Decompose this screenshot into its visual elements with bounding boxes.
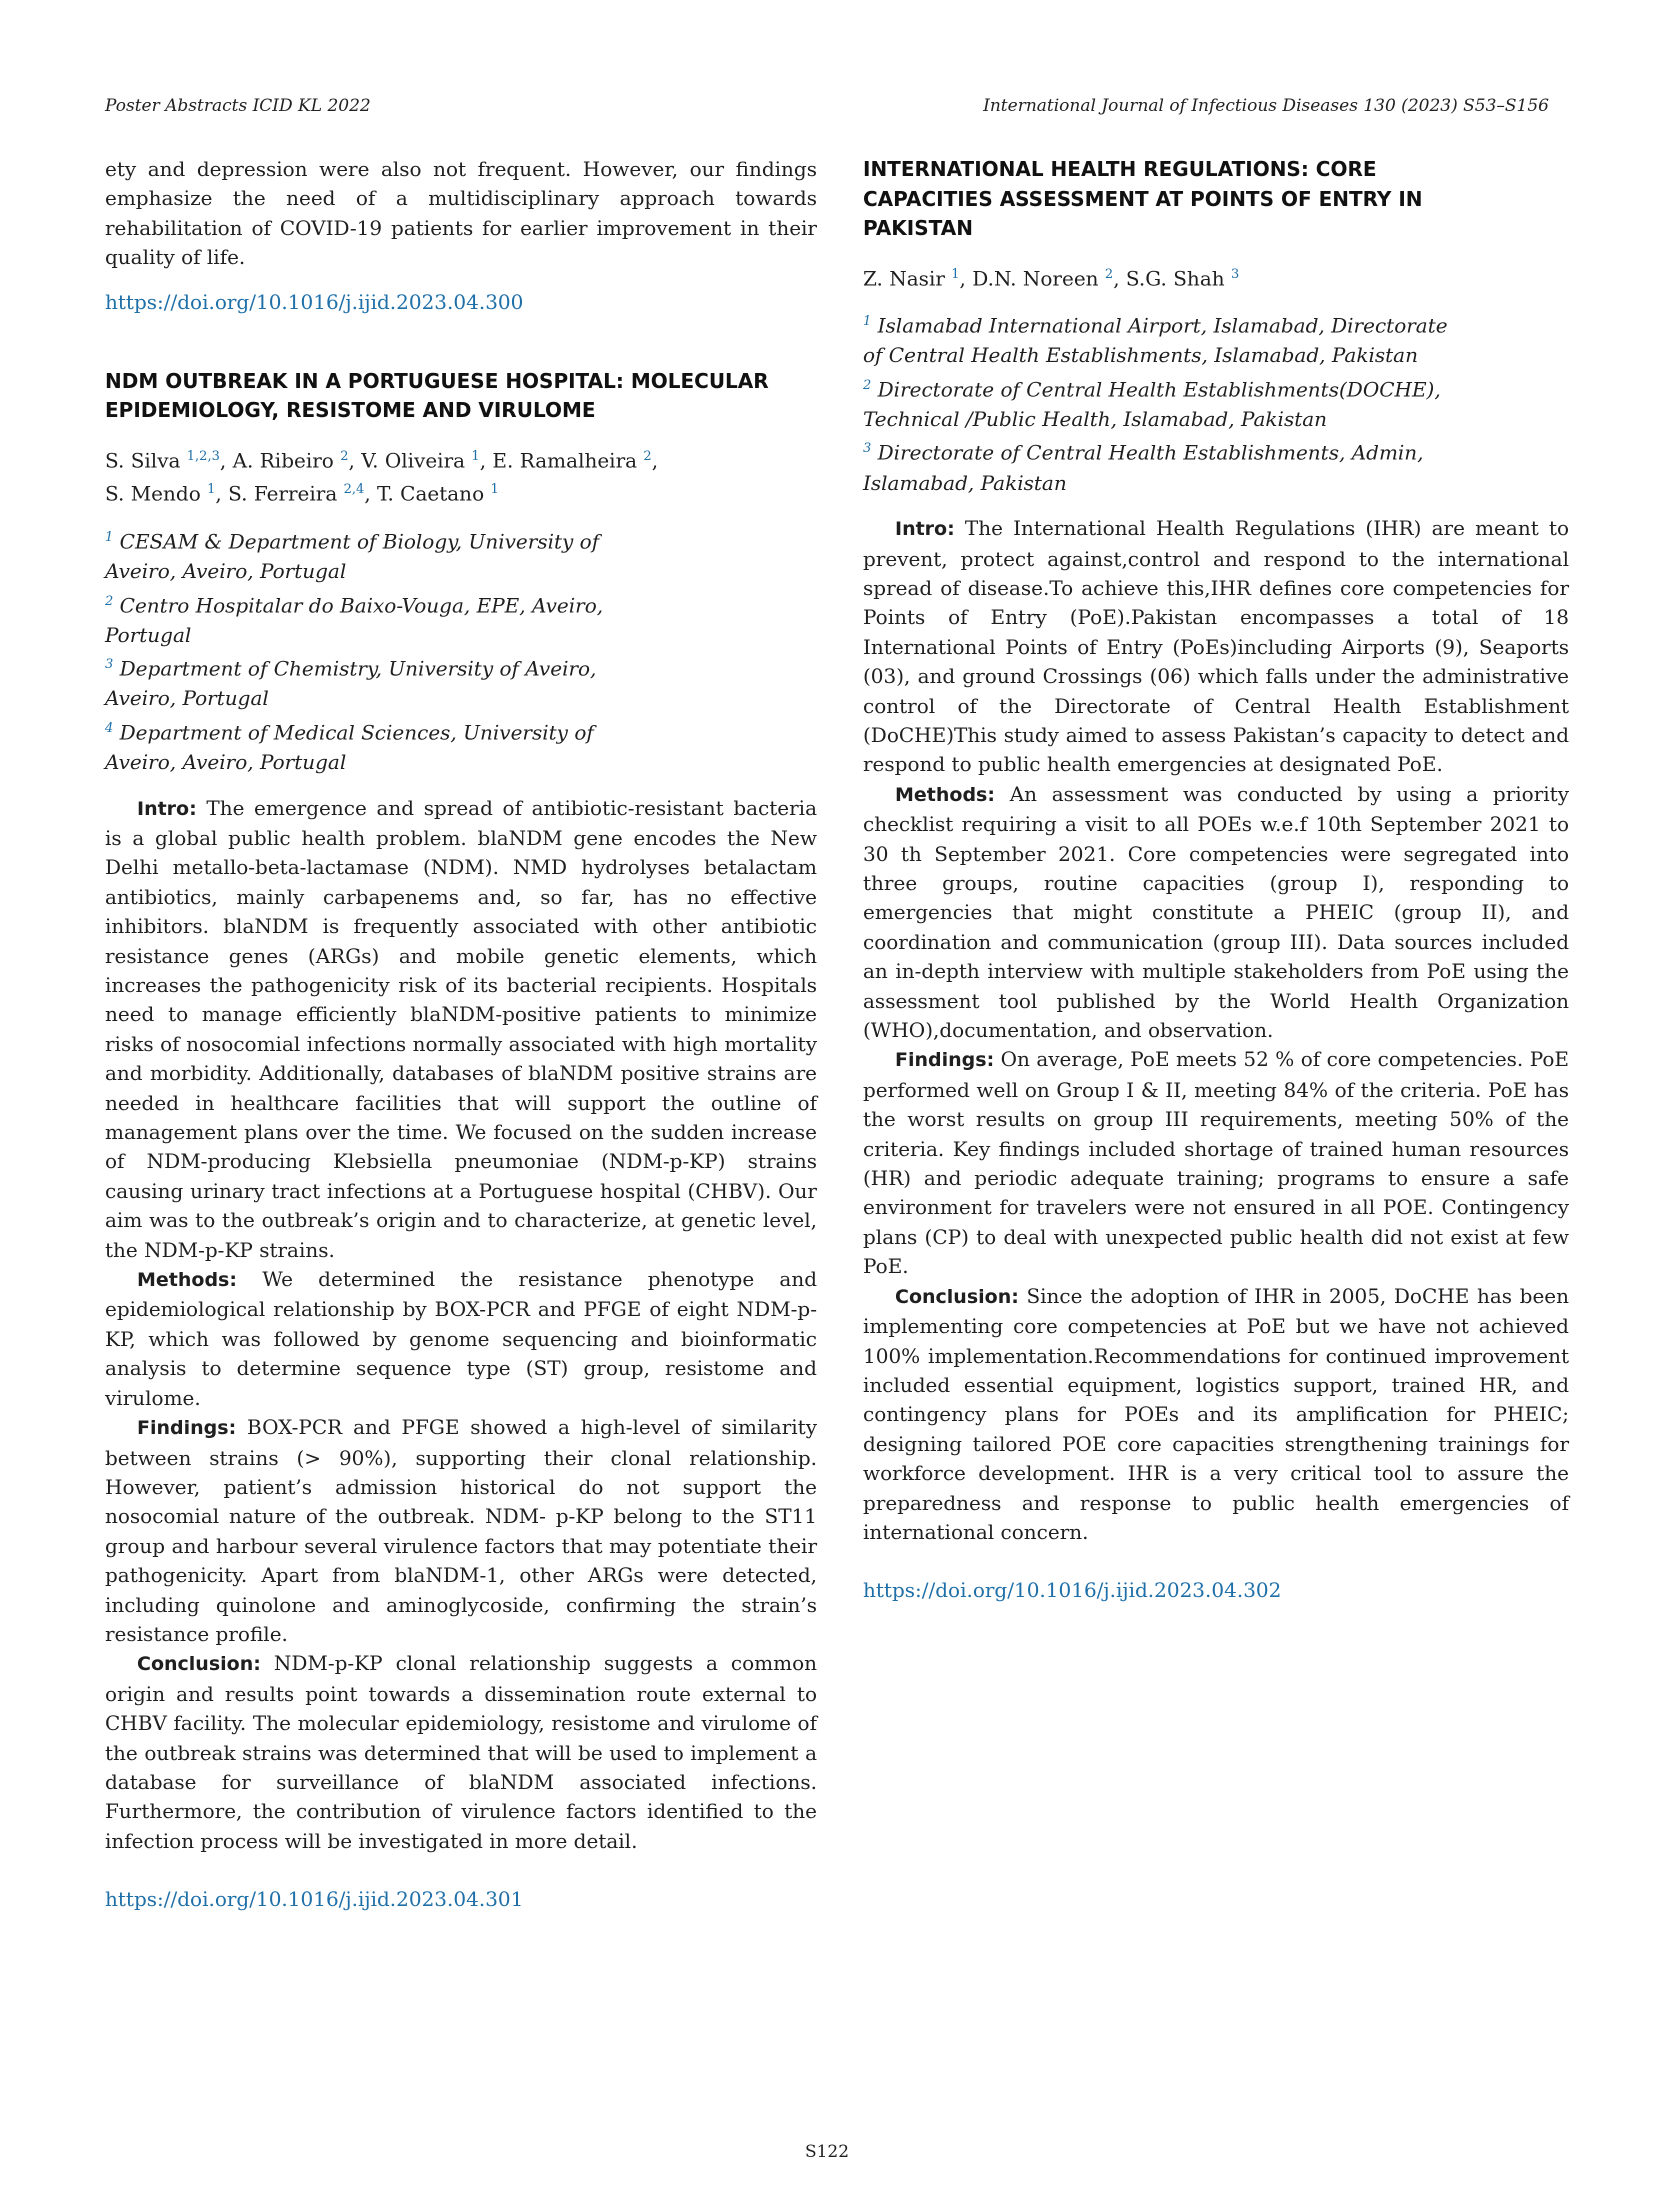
doi-link-302[interactable]: https://doi.org/10.1016/j.ijid.2023.04.302: [863, 1578, 1282, 1603]
affiliation-text: CESAM & Department of Biology, University of Aveiro, Aveiro, Portugal: [105, 529, 600, 584]
author-affiliation-sup[interactable]: 1: [471, 448, 480, 464]
right-column: [863, 155, 1569, 1605]
methods-text: We determined the resistance phenotype and epidemiological relationship by BOX-PCR and PFGE of eight NDM-p-KP, which was followed by genome sequencing and bioinformatic analysis to determine sequence type (ST) group, resistome and virulome.: [105, 1267, 818, 1410]
affiliation-text: Centro Hospitalar do Baixo-Vouga, EPE, Aveiro, Portugal: [105, 593, 604, 647]
intro-paragraph: [863, 514, 1569, 780]
affiliation-number: 2: [863, 377, 872, 393]
methods-paragraph: [863, 780, 1569, 1046]
affiliation-number: 4: [105, 720, 114, 736]
methods-label: Methods:: [895, 783, 995, 806]
author-name: V. Oliveira: [361, 448, 466, 473]
findings-text: On average, PoE meets 52 % of core competencies. PoE performed well on Group I & II, meeting 84% of the criteria. PoE has the worst results on group III requirements, meeting 50% of the criteria. Key findings included shortage of trained human resources (HR) and periodic adequate training; programs to ensure a safe environment for travelers were not ensured in all POE. Contingency plans (CP) to deal with unexpected public health did not exist at few PoE.: [863, 1047, 1570, 1279]
findings-label: Findings:: [895, 1049, 995, 1072]
affiliation-text: Department of Chemistry, University of Aveiro, Aveiro, Portugal: [105, 656, 597, 711]
author-list: Z. Nasir $^1$, D.N. Noreen $^2$, S.G. Shah $^3$: [863, 266, 1240, 291]
abstract-title-ihr: INTERNATIONAL HEALTH REGULATIONS: CORE CAPACITIES ASSESSMENT AT POINTS OF ENTRY IN PAKISTAN: [863, 157, 1423, 240]
running-header-right: International Journal of Infectious Diseases 130 (2023) S53–S156: [983, 96, 1549, 116]
author-name: E. Ramalheira: [492, 448, 638, 473]
author-affiliation-sup[interactable]: 1,2,3: [186, 448, 220, 464]
author-name: S. Ferreira: [228, 481, 338, 506]
affiliation-item: [863, 307, 1448, 371]
conclusion-label: Conclusion:: [137, 1653, 261, 1676]
affiliation-number: 1: [105, 529, 114, 545]
author-list: S. Silva $^{1,2,3}$, A. Ribeiro $^2$, V. Oliveira $^1$, E. Ramalheira $^2$, S. Mendo $^1$, S. Ferreira $^{2,4}$, T. Caetano $^1$: [105, 448, 659, 506]
conclusion-label: Conclusion:: [895, 1285, 1019, 1308]
intro-paragraph: [105, 794, 817, 1266]
author-affiliation-sup[interactable]: 1: [490, 482, 499, 498]
author-name: A. Ribeiro: [232, 448, 334, 473]
conclusion-paragraph: [863, 1282, 1569, 1548]
findings-paragraph: [863, 1045, 1569, 1281]
author-name: Z. Nasir: [863, 266, 945, 291]
intro-label: Intro:: [137, 797, 197, 820]
left-column: [105, 155, 817, 1914]
abstract-title-ndm: NDM OUTBREAK IN A PORTUGUESE HOSPITAL: MOLECULAR EPIDEMIOLOGY, RESISTOME AND VIRULOME: [105, 368, 769, 423]
author-name: S. Silva: [105, 448, 181, 473]
affiliation-number: 3: [863, 441, 872, 457]
conclusion-text: NDM-p-KP clonal relationship suggests a common origin and results point towards a dissemination route external to CHBV facility. The molecular epidemiology, resistome and virulome of the outbreak strains was determined that will be used to implement a database for surveillance of blaNDM associated infections. Furthermore, the contribution of virulence factors identified to the infection process will be investigated in more detail.: [105, 1651, 818, 1853]
author-name: T. Caetano: [377, 481, 485, 506]
findings-paragraph: [105, 1413, 817, 1649]
author-affiliation-sup[interactable]: 2,4: [343, 482, 365, 498]
intro-text: The emergence and spread of antibiotic-resistant bacteria is a global public health problem. blaNDM gene encodes the New Delhi metallo-beta-lactamase (NDM). NMD hydrolyses betalactam antibiotics, mainly carbapenems and, so far, has no effective inhibitors. blaNDM is frequently associated with other antibiotic resistance genes (ARGs) and mobile genetic elements, which increases the pathogenicity risk of its bacterial recipients. Hospitals need to manage efficiently blaNDM-positive patients to minimize risks of nosocomial infections normally associated with high mortality and morbidity. Additionally, databases of blaNDM positive strains are needed in healthcare facilities that will support the outline of management plans over the time. We focused on the sudden increase of NDM-producing Klebsiella pneumoniae (NDM-p-KP) strains causing urinary tract infections at a Portuguese hospital (CHBV). Our aim was to the outbreak’s origin and to characterize, at genetic level, the NDM-p-KP strains.: [105, 795, 818, 1262]
affiliation-number: 3: [105, 657, 114, 673]
affiliation-list: [105, 523, 665, 778]
author-name: D.N. Noreen: [972, 266, 1099, 291]
running-header-left: Poster Abstracts ICID KL 2022: [105, 96, 371, 116]
author-affiliation-sup[interactable]: 1: [951, 266, 960, 282]
author-affiliation-sup[interactable]: 2: [340, 448, 349, 464]
intro-text: The International Health Regulations (IHR) are meant to prevent, protect against,control and respond to the international spread of disease.To achieve this,IHR defines core competencies for Points of Entry (PoE).Pakistan encompasses a total of 18 International Points of Entry (PoEs)including Airports (9), Seaports (03), and ground Crossings (06) which falls under the administrative control of the Directorate of Central Health Establishment (DoCHE)This study aimed to assess Pakistan’s capacity to detect and respond to public health emergencies at designated PoE.: [863, 516, 1569, 777]
conclusion-paragraph: [105, 1649, 817, 1856]
page-number: S122: [804, 2142, 850, 2162]
author-affiliation-sup[interactable]: 2: [643, 448, 652, 464]
affiliation-item: [105, 523, 665, 587]
affiliation-list: [863, 307, 1448, 498]
affiliation-text: Directorate of Central Health Establishments(DOCHE), Technical /Public Health, Islamabad, Pakistan: [863, 377, 1441, 431]
affiliation-item: [105, 587, 665, 651]
affiliation-text: Directorate of Central Health Establishments, Admin, Islamabad, Pakistan: [863, 441, 1424, 495]
author-affiliation-sup[interactable]: 3: [1230, 266, 1240, 282]
findings-label: Findings:: [137, 1417, 237, 1440]
affiliation-item: [863, 434, 1448, 498]
intro-label: Intro:: [895, 518, 955, 541]
methods-paragraph: [105, 1265, 817, 1413]
methods-label: Methods:: [137, 1269, 237, 1292]
affiliation-number: 2: [105, 593, 114, 609]
findings-text: BOX-PCR and PFGE showed a high-level of similarity between strains (> 90%), supporting their clonal relationship. However, patient’s admission historical do not support the nosocomial nature of the outbreak. NDM- p-KP belong to the ST11 group and harbour several virulence factors that may potentiate their pathogenicity. Apart from blaNDM-1, other ARGs were detected, including quinolone and aminoglycoside, confirming the strain’s resistance profile.: [105, 1415, 817, 1646]
conclusion-text: Since the adoption of IHR in 2005, DoCHE has been implementing core competencies at PoE but we have not achieved 100% implementation.Recommendations for continued improvement included essential equipment, logistics support, trained HR, and contingency plans for POEs and its amplification for PHEIC; designing tailored POE core capacities strengthening trainings for workforce development. IHR is a very critical tool to assure the preparedness and response to public health emergencies of international concern.: [863, 1283, 1569, 1544]
affiliation-item: [863, 371, 1448, 435]
author-name: S. Mendo: [105, 481, 201, 506]
previous-abstract-tail: ety and depression were also not frequent. However, our findings emphasize the need of a multidisciplinary approach towards rehabilitation of COVID-19 patients for earlier improvement in their quality of life.: [105, 157, 817, 270]
author-name: S.G. Shah: [1125, 266, 1225, 291]
affiliation-item: [105, 650, 665, 714]
author-affiliation-sup[interactable]: 2: [1104, 266, 1114, 282]
affiliation-number: 1: [863, 314, 872, 330]
affiliation-text: Islamabad International Airport, Islamabad, Directorate of Central Health Establishments, Islamabad, Pakistan: [863, 313, 1448, 368]
author-affiliation-sup[interactable]: 1: [207, 482, 216, 498]
affiliation-item: [105, 714, 665, 778]
affiliation-text: Department of Medical Sciences, University of Aveiro, Aveiro, Portugal: [105, 720, 594, 775]
methods-text: An assessment was conducted by using a priority checklist requiring a visit to all POEs w.e.f 10th September 2021 to 30 th September 2021. Core competencies were segregated into three groups, routine capacities (group I), responding to emergencies that might constitute a PHEIC (group II), and coordination and communication (group III). Data sources included an in-depth interview with multiple stakeholders from PoE using the assessment tool published by the World Health Organization (WHO),documentation, and observation.: [863, 781, 1569, 1043]
doi-link-301[interactable]: https://doi.org/10.1016/j.ijid.2023.04.301: [105, 1887, 524, 1912]
doi-link-300[interactable]: https://doi.org/10.1016/j.ijid.2023.04.300: [105, 289, 524, 314]
